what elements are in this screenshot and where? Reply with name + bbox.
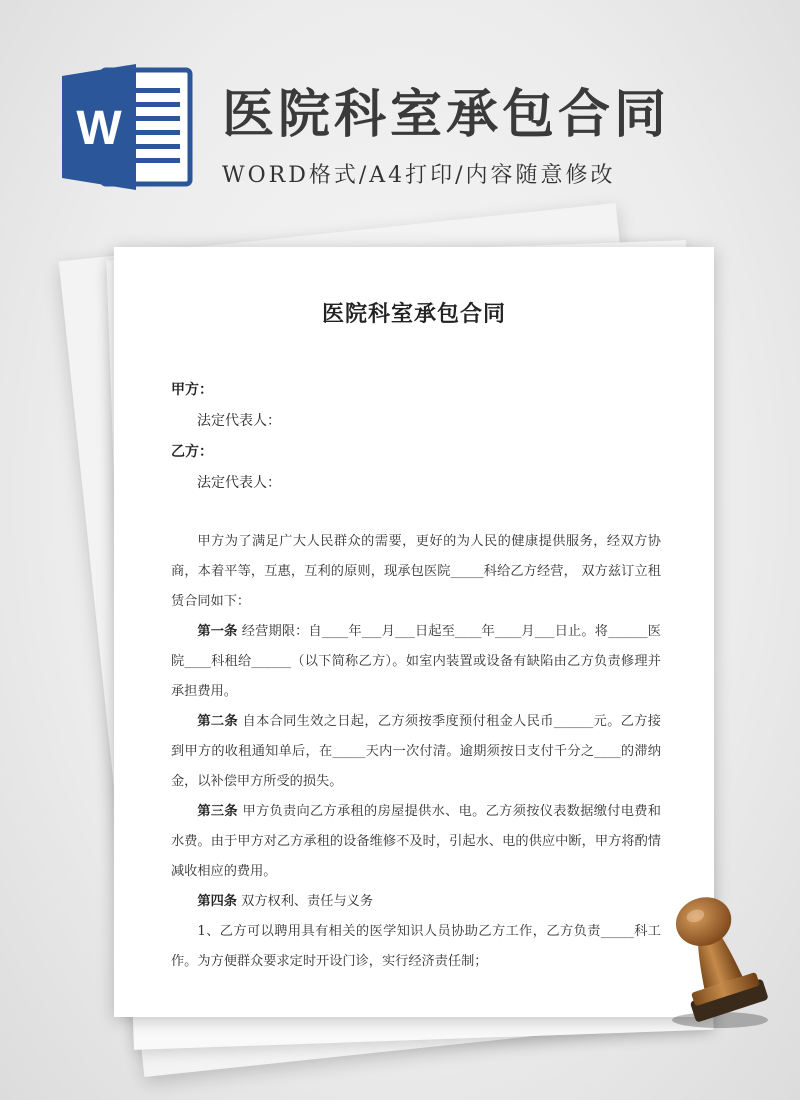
document-page — [114, 247, 714, 1017]
article-4-heading: 第四条 — [197, 894, 237, 909]
article-4 — [171, 887, 661, 917]
document-title: 医院科室承包合同 — [321, 302, 506, 327]
svg-text:W: W — [76, 102, 122, 155]
article-3 — [171, 797, 661, 887]
wooden-stamp-icon — [640, 880, 780, 1030]
article-1 — [171, 617, 661, 707]
intro-paragraph: 甲方为了满足广大人民群众的需要，更好的为人民的健康提供服务，经双方协商，本着平等，互惠，互利的原则，现承包医院_____科给乙方经营， 双方兹订立租赁合同如下： — [171, 534, 661, 609]
article-1-heading: 第一条 — [197, 624, 238, 639]
article-2 — [171, 707, 661, 797]
article-4-text: 双方权利、责任与义务 — [236, 894, 374, 909]
word-logo-icon — [62, 62, 194, 192]
page-subtitle: WORD格式/A4打印/内容随意修改 — [222, 163, 616, 188]
article-3-heading: 第三条 — [197, 804, 238, 819]
article-2-text: 自本合同生效之日起，乙方须按季度预付租金人民币______元。乙方接到甲方的收租通知单后，在_____天内一次付清。逾期须按日支付千分之____的滞纳金，以补偿甲方所受的损失。 — [171, 714, 661, 789]
party-a-representative: 法定代表人： — [197, 413, 281, 429]
article-3-text: 甲方负责向乙方承租的房屋提供水、电。乙方须按仪表数据缴付电费和水费。由于甲方对乙方承租的设备维修不及时，引起水、电的供应中断，甲方将酌情减收相应的费用。 — [171, 804, 661, 879]
contract-body — [171, 527, 661, 977]
party-b-label: 乙方： — [171, 444, 213, 460]
page-title: 医院科室承包合同 — [222, 85, 671, 145]
article-1-text: 经营期限：自____年___月___日起至____年____月___日止。将______医院____科租给______（以下简称乙方）。如室内装置或设备有缺陷由乙方负责修理并承担费用。 — [171, 624, 661, 699]
party-a-label: 甲方： — [171, 382, 213, 398]
party-b-representative: 法定代表人： — [197, 475, 281, 491]
article-2-heading: 第二条 — [197, 714, 238, 729]
article-4-item-1: 1、乙方可以聘用具有相关的医学知识人员协助乙方工作，乙方负责_____科工作。为方便群众要求定时开设门诊，实行经济责任制； — [171, 924, 661, 969]
